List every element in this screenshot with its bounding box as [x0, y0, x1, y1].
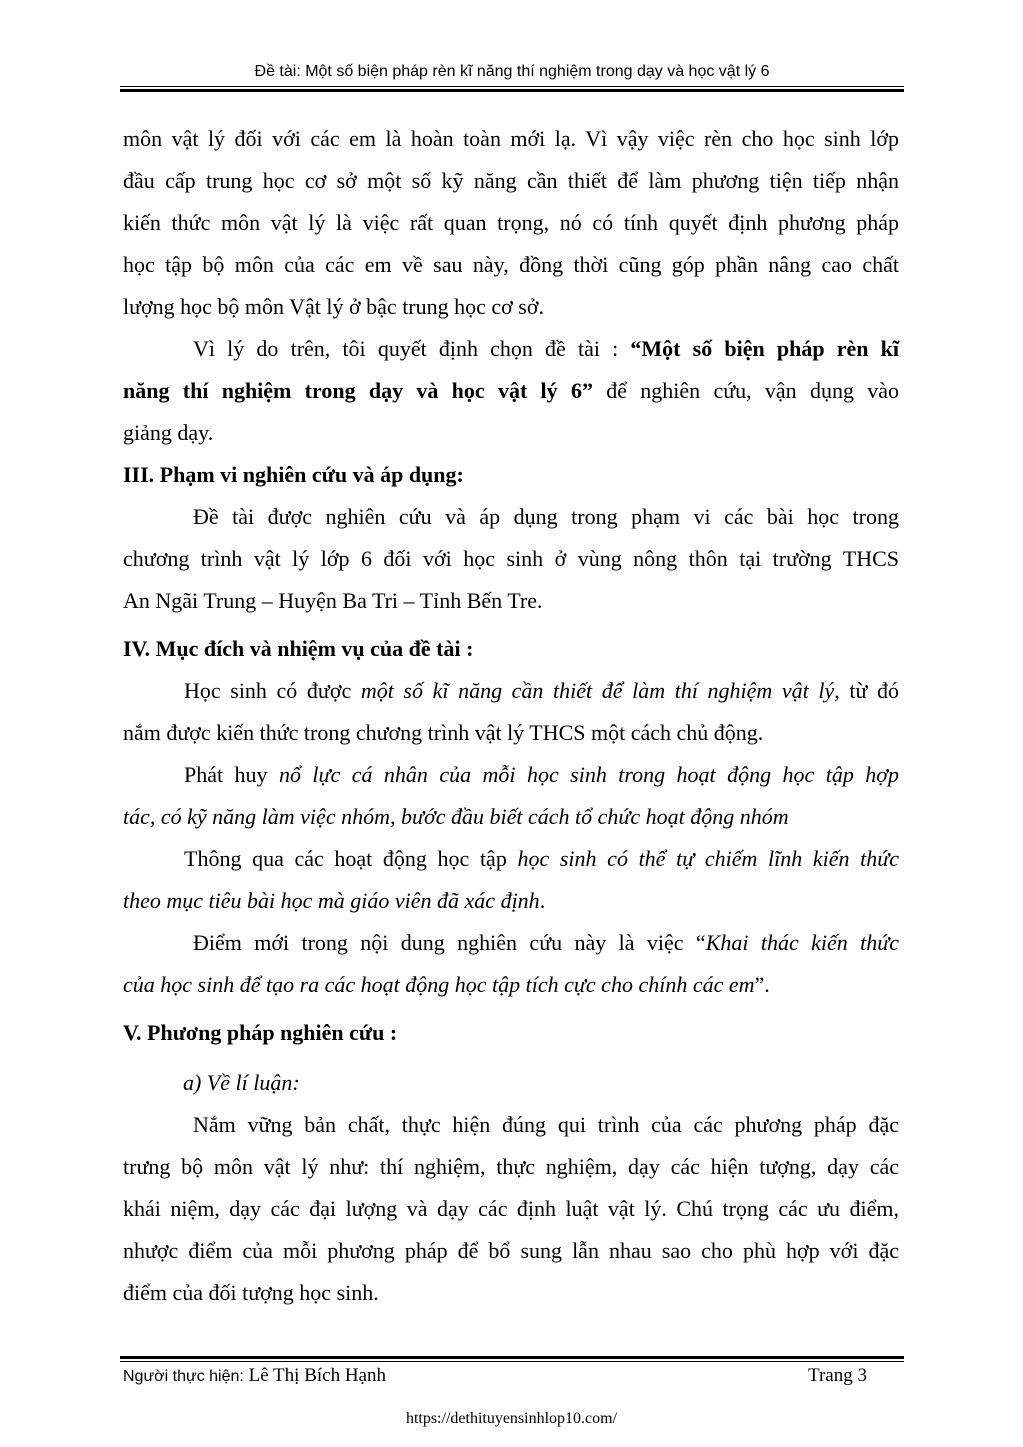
text-line: [123, 838, 899, 880]
italic-run: theo mục tiêu bài học mà giáo viên đã xác định: [123, 888, 540, 913]
text-line: [123, 922, 899, 964]
footer-rule-bottom: [120, 1361, 904, 1362]
paragraph-novelty: [123, 922, 899, 1006]
text-line: giảng dạy.: [123, 420, 214, 445]
header-rule-bottom: [120, 89, 904, 92]
paragraph-topic-choice: [123, 328, 899, 454]
italic-run: của học sinh để tạo ra các hoạt động học tập tích cực cho chính các em: [123, 972, 755, 997]
text-run: Vì lý do trên, tôi quyết định chọn đề tài :: [193, 336, 631, 361]
text-line: chương trình vật lý lớp 6 đối với học sinh ở vùng nông thôn tại trường THCS: [123, 546, 899, 571]
header-prefix: Đề tài: [254, 63, 297, 80]
text-line: kiến thức môn vật lý là việc rất quan trọng, nó có tính quyết định phương pháp: [123, 210, 899, 235]
section-heading-v: V. Phương pháp nghiên cứu :: [123, 1020, 398, 1045]
paragraph-purpose-2: [123, 754, 899, 838]
header-title: : Một số biện pháp rèn kĩ năng thí nghiệm trong dạy và học vật lý 6: [296, 63, 770, 80]
footer-author: [123, 1364, 386, 1389]
text-run: ”.: [754, 972, 770, 997]
text-line: [123, 964, 899, 1006]
italic-run: một số kĩ năng cần thiết để làm thí nghiệm vật lý: [360, 678, 835, 703]
text-run: Học sinh có được: [184, 678, 361, 703]
header-rule-top: [120, 86, 904, 87]
section-heading-iii: III. Phạm vi nghiên cứu và áp dụng:: [123, 462, 464, 487]
page-number: Trang 3: [808, 1365, 867, 1386]
paragraph-theory: [123, 1104, 899, 1314]
text-line: An Ngãi Trung – Huyện Ba Tri – Tỉnh Bến Tre.: [123, 588, 543, 613]
text-run: để nghiên cứu, vận dụng vào: [592, 378, 899, 403]
text-run: Thông qua các hoạt động học tập: [184, 846, 518, 871]
text-line: khái niệm, dạy các đại lượng và dạy các định luật vật lý. Chú trọng các ưu điểm,: [123, 1196, 899, 1221]
running-header: [120, 62, 904, 82]
footer-rule-top: [120, 1356, 904, 1359]
text-run: .: [539, 888, 546, 913]
footer-author-name: Lê Thị Bích Hạnh: [243, 1365, 386, 1386]
italic-run: tác, có kỹ năng làm việc nhóm, bước đầu biết cách tổ chức hoạt động nhóm: [123, 804, 789, 829]
text-line: Đề tài được nghiên cứu và áp dụng trong phạm vi các bài học trong: [193, 504, 899, 529]
text-line: điểm của đối tượng học sinh.: [123, 1280, 379, 1305]
italic-run: Khai thác kiến thức: [705, 930, 900, 955]
bold-run: năng thí nghiệm trong dạy và học vật lý 6”: [123, 378, 593, 403]
paragraph-scope: [123, 496, 899, 622]
paragraph-purpose-3: [123, 838, 899, 922]
text-line: trưng bộ môn vật lý như: thí nghiệm, thực nghiệm, dạy các hiện tượng, dạy các: [123, 1154, 899, 1179]
subsection-heading-a: [123, 1062, 899, 1104]
text-line: [123, 328, 899, 370]
paragraph-intro: [123, 118, 899, 328]
text-line: môn vật lý đối với các em là hoàn toàn mới lạ. Vì vậy việc rèn cho học sinh lớp: [123, 126, 899, 151]
text-line: [123, 670, 899, 712]
text-run: Điểm mới trong nội dung nghiên cứu này là việc “: [193, 930, 706, 955]
text-line: học tập bộ môn của các em về sau này, đồng thời cũng góp phần nâng cao chất: [123, 252, 899, 277]
italic-run: học sinh có thể tự chiếm lĩnh kiến thức: [517, 846, 900, 871]
text-line: [123, 796, 899, 838]
text-line: Nắm vững bản chất, thực hiện đúng qui trình của các phương pháp đặc: [193, 1112, 899, 1137]
text-line: lượng học bộ môn Vật lý ở bậc trung học cơ sở.: [123, 294, 544, 319]
text-line: [123, 370, 899, 412]
text-line: [123, 880, 899, 922]
italic-run: nổ lực cá nhân của mỗi học sinh trong hoạt động học tập hợp: [278, 762, 899, 787]
paragraph-purpose-1: [123, 670, 899, 754]
text-line: nắm được kiến thức trong chương trình vật lý THCS một cách chủ động.: [123, 720, 764, 745]
source-url[interactable]: https://dethituyensinhlop10.com/: [405, 1410, 618, 1427]
bold-run: “Một số biện pháp rèn kĩ: [630, 336, 899, 361]
page-body: [123, 118, 899, 1314]
text-run: , từ đó: [834, 678, 900, 703]
text-line: nhược điểm của mỗi phương pháp để bổ sung lẫn nhau sao cho phù hợp với đặc: [123, 1238, 899, 1263]
text-line: [123, 754, 899, 796]
text-line: đầu cấp trung học cơ sở một số kỹ năng cần thiết để làm phương tiện tiếp nhận: [123, 168, 899, 193]
text-run: Phát huy: [184, 762, 279, 787]
section-heading-iv: IV. Mục đích và nhiệm vụ của đề tài :: [123, 636, 474, 661]
italic-run: a) Về lí luận:: [183, 1070, 300, 1095]
footer-author-label: Người thực hiện:: [123, 1368, 244, 1385]
